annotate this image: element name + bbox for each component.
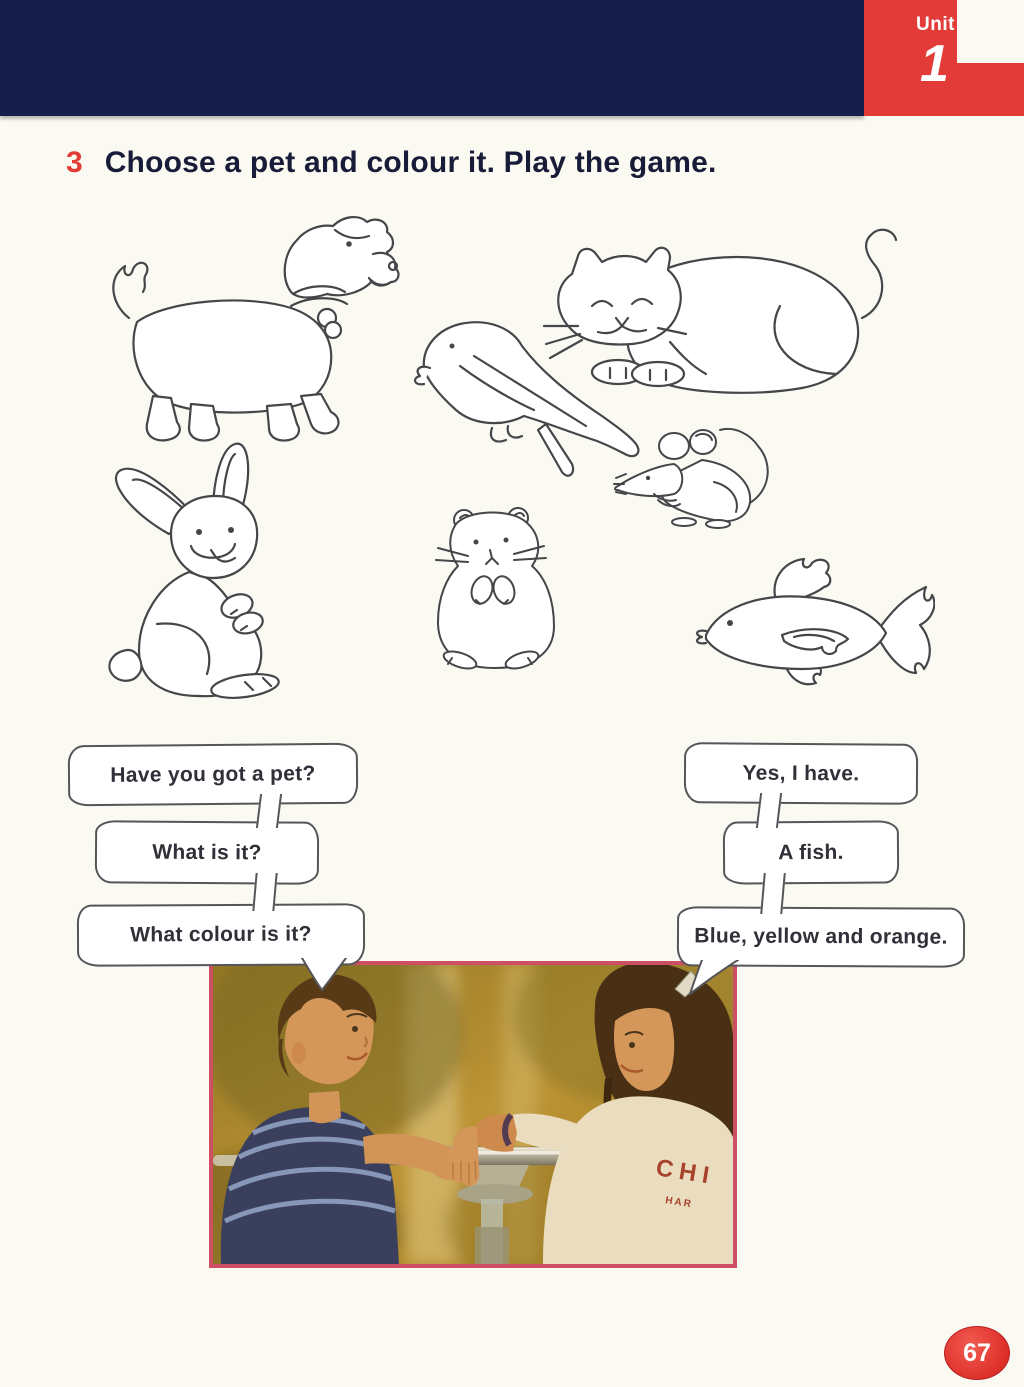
bubble-connector [252, 873, 277, 911]
speech-bubble-tail [686, 960, 740, 998]
dog-illustration [95, 200, 400, 445]
bubble-text: Have you got a pet? [110, 761, 316, 787]
shirt-text: CHI [654, 1154, 717, 1191]
unit-label: Unit [916, 14, 955, 35]
photo-children-talking [209, 961, 737, 1268]
bubble-text: Yes, I have. [742, 761, 860, 785]
speech-bubble-answer-1 [684, 742, 918, 805]
bubble-text: Blue, yellow and orange. [694, 924, 948, 949]
speech-bubble-question-1 [68, 743, 359, 807]
unit-tab-notch [957, 0, 1024, 63]
page-number: 67 [963, 1338, 991, 1367]
bubble-connector [756, 793, 782, 828]
speech-bubble-answer-2 [723, 820, 899, 884]
shirt-text-small: HAR [664, 1195, 694, 1211]
mouse-illustration [610, 420, 775, 530]
speech-bubble-tail [300, 958, 350, 994]
bubble-text: A fish. [778, 840, 844, 864]
hamster-illustration [424, 502, 564, 670]
speech-bubble-answer-3 [677, 906, 965, 968]
bubble-connector [256, 794, 282, 828]
unit-number: 1 [920, 35, 949, 93]
bubble-text: What colour is it? [130, 922, 312, 947]
exercise-title: Choose a pet and colour it. Play the game. [104, 146, 717, 179]
speech-bubble-question-2 [95, 820, 319, 885]
bubble-connector [760, 873, 786, 914]
unit-tab [864, 0, 1024, 116]
bubble-text: What is it? [152, 840, 262, 864]
rabbit-illustration [95, 438, 315, 703]
exercise-number: 3 [66, 146, 83, 179]
exercise-heading [66, 146, 717, 180]
cat-illustration [540, 222, 905, 412]
page-number-badge [944, 1326, 1010, 1380]
fish-illustration [690, 553, 935, 703]
header-band [0, 0, 864, 116]
